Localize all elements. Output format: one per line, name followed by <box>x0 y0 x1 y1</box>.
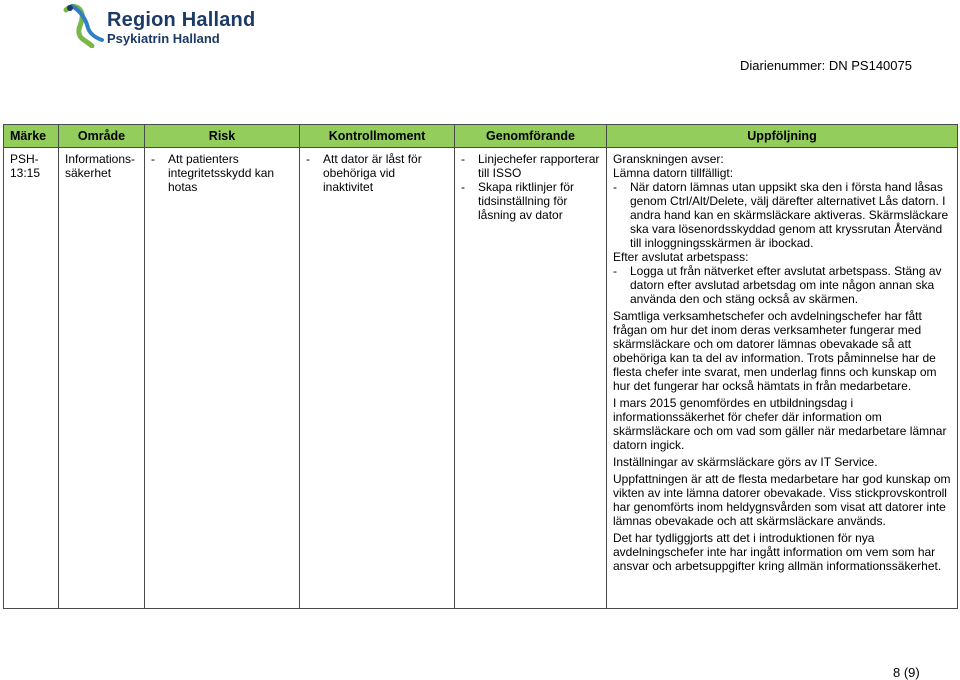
uppfoljning-intro-1: Granskningen avser: <box>613 152 724 166</box>
uppfoljning-bullet-2: Logga ut från nätverket efter avslutat arbetspass. Stäng av datorn efter avslutad arbetsdag om inte någon annan ska använda den och stäng också av skärmen. <box>630 264 942 306</box>
diarienummer: Diarienummer: DN PS140075 <box>740 58 912 73</box>
table-header-row <box>4 125 958 148</box>
kontrollmoment-text: Att dator är låst för obehöriga vid inaktivitet <box>323 152 422 194</box>
logo-subtitle: Psykiatrin Halland <box>107 31 220 46</box>
cell-omrade <box>59 148 145 609</box>
cell-marke <box>4 148 59 609</box>
page-number: 8 (9) <box>893 665 920 680</box>
cell-kontrollmoment: - Att dator är låst för obehöriga vid inaktivitet <box>300 148 455 609</box>
cell-uppfoljning: Granskningen avser: Lämna datorn tillfälligt: - När datorn lämnas utan uppsikt ska den i första hand låsas genom Ctrl/Alt/Delete, välj därefter alternativet Lås datorn. I andra hand kan en skärmsläckare aktiveras. Skärmsläckare ska vara lösenordsskyddad genom att kryssrutan Återvänd till inloggningsskärmen är ibockad. Efter avslutat arbetspass: - Logga ut från nätverket efter avslutat arbetspass. Stäng av datorn efter avslutad arbetsdag om inte någon annan ska använda den och stäng också av skärmen. Samtliga verksamhetschefer och avdelningschefer har fått frågan om hur det inom deras verksamheter fungerar med skärmsläckare och om datorer lämnas obevakade så att obehöriga kan ta del av information. Trots påminnelse har de flesta chefer inte svarat, men underlag finns och kunskap om hur det fungerar har också hämtats in från medarbetare. I mars 2015 genomfördes en utbildningsdag i informationssäkerhet för chefer där information om skärmsläckare och om vad som gäller när medarbetare lämnar datorn ingick. Inställningar av skärmsläckare görs av IT Service. Uppfattningen är att de flesta medarbetare har god kunskap om vikten av inte lämna datorer obevakade. Viss stickprovskontroll har genomförts inom heldygnsvården som visat att datorer inte lämnas obevakade och att skärmsläckare används. Det har tydliggjorts att det i introduktionen för nya avdelningschefer inte har ingått information om vem som har ansvar och arbetsuppgifter kring allmän informationssäkerhet. <box>607 148 958 609</box>
uppfoljning-paragraph-1: Samtliga verksamhetschefer och avdelningschefer har fått frågan om hur det inom deras verksamheter fungerar med skärmsläckare och om datorer lämnas obevakade så att obehöriga kan ta del av information. Trots påminnelse har de flesta chefer inte svarat, men underlag finns och kunskap om hur det fungerar har också hämtats in från medarbetare. <box>613 309 937 393</box>
omrade-line-2: säkerhet <box>65 166 112 180</box>
cell-genomforande: - Linjechefer rapporterar till ISSO - Skapa riktlinjer för tidsinställning för låsning av dator <box>455 148 607 609</box>
uppfoljning-paragraph-2: I mars 2015 genomfördes en utbildningsdag i informationssäkerhet för chefer där information om skärmsläckare och om vad som gäller när medarbetare lämnar datorn ingick. <box>613 396 947 452</box>
omrade-line-1: Informations- <box>65 152 136 166</box>
uppfoljning-paragraph-3: Inställningar av skärmsläckare görs av IT Service. <box>613 455 878 469</box>
uppfoljning-paragraph-4: Uppfattningen är att de flesta medarbetare har god kunskap om vikten av inte lämna datorer obevakade. Viss stickprovskontroll har genomförts inom heldygnsvården som visat att datorer inte lämnas obevakade och att skärmsläckare används. <box>613 472 951 528</box>
uppfoljning-bullet-1: När datorn lämnas utan uppsikt ska den i första hand låsas genom Ctrl/Alt/Delete, välj därefter alternativet Lås datorn. I andra hand kan en skärmsläckare aktiveras. Skärmsläckare ska vara lösenordsskyddad genom att kryssrutan Återvänd till inloggningsskärmen är ibockad. <box>630 180 949 250</box>
header-omrade: Område <box>59 125 145 148</box>
control-table <box>3 124 958 609</box>
table-row <box>4 148 958 609</box>
risk-text: Att patienters integritetsskydd kan hotas <box>168 152 275 194</box>
uppfoljning-paragraph-5: Det har tydliggjorts att det i introduktionen för nya avdelningschefer inte har ingått information om vem som har ansvar och arbetsuppgifter kring allmän informationssäkerhet. <box>613 531 942 573</box>
cell-risk: - Att patienters integritetsskydd kan hotas <box>145 148 300 609</box>
marke-line-1: PSH- <box>10 152 39 166</box>
header-risk: Risk <box>145 125 300 148</box>
uppfoljning-after-label: Efter avslutat arbetspass: <box>613 250 749 264</box>
header-uppfoljning: Uppföljning <box>607 125 958 148</box>
header-marke: Märke <box>4 125 59 148</box>
header-kontrollmoment: Kontrollmoment <box>300 125 455 148</box>
marke-line-2: 13:15 <box>10 166 41 180</box>
genomforande-item-1: Linjechefer rapporterar till ISSO <box>478 152 600 180</box>
genomforande-item-2: Skapa riktlinjer för tidsinställning för låsning av dator <box>478 180 575 222</box>
header-genomforande: Genomförande <box>455 125 607 148</box>
logo-title: Region Halland <box>107 9 256 31</box>
uppfoljning-intro-2: Lämna datorn tillfälligt: <box>613 166 734 180</box>
